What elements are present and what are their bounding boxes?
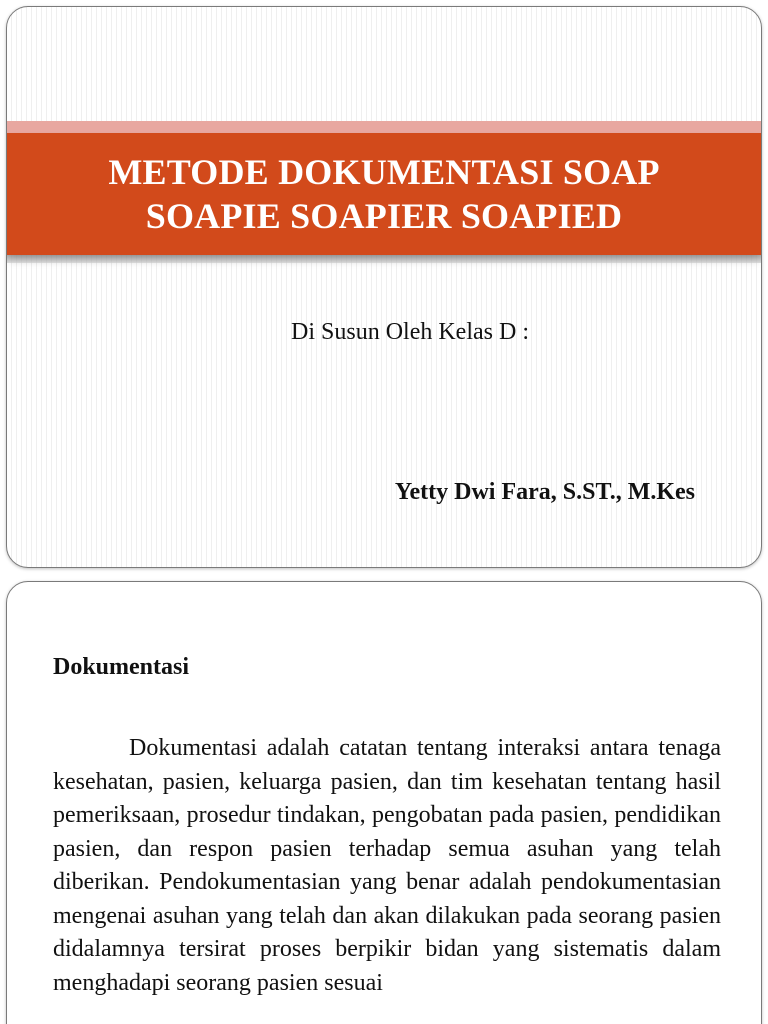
slide-title-line-2: SOAPIE SOAPIER SOAPIED [145, 196, 623, 236]
slide-title-line-1: METODE DOKUMENTASI SOAP [108, 152, 660, 192]
title-slide [6, 6, 762, 568]
section-heading: Dokumentasi [53, 654, 190, 680]
section-body: Dokumentasi adalah catatan tentang interaksi antara tenaga kesehatan, pasien, keluarga pasien, dan tim kesehatan tentang hasil pemeriksaan, prosedur tindakan, pengobatan pada pasien, pendidikan pasien, dan respon pasien terhadap semua asuhan yang telah diberikan. Pendokumentasian yang benar adalah pendokumentasian mengenai asuhan yang telah dan akan dilakukan pada seorang pasien didalamnya tersirat proses berpikir bidan yang sistematis dalam menghadapi seorang pasien sesuai [53, 735, 721, 996]
slide-title [108, 150, 659, 238]
title-band-accent [7, 121, 761, 133]
title-band-shadow [7, 255, 761, 263]
slide-author: Yetty Dwi Fara, S.ST., M.Kes [394, 479, 695, 505]
content-slide [6, 581, 762, 1024]
slide-subtitle: Di Susun Oleh Kelas D : [291, 319, 529, 345]
title-band [7, 133, 761, 255]
